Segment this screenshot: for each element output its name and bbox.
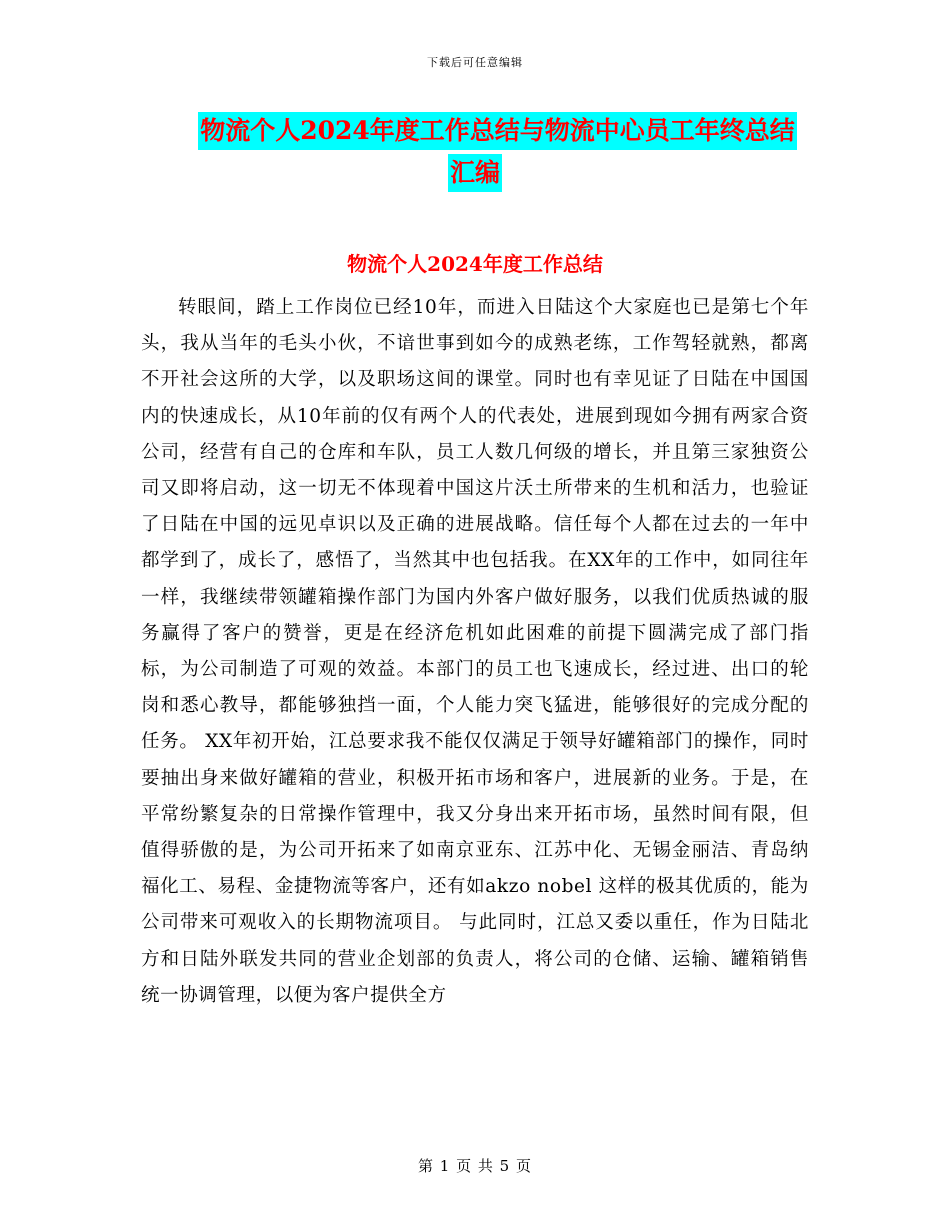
document-title xyxy=(0,112,950,192)
header-note: 下载后可任意编辑 xyxy=(427,56,523,69)
title-line-2: 汇编 xyxy=(448,154,502,192)
page-footer: 第 1 页 共 5 页 xyxy=(418,1157,532,1175)
body-paragraph: 转眼间，踏上工作岗位已经10年，而进入日陆这个大家庭也已是第七个年头，我从当年的毛头小伙，不谙世事到如今的成熟老练，工作驾轻就熟，都离不开社会这所的大学，以及职场这间的课堂。同时也有幸见证了日陆在中国国内的快速成长，从10年前的仅有两个人的代表处，进展到现如今拥有两家合资公司，经营有自己的仓库和车队，员工人数几何级的增长，并且第三家独资公司又即将启动，这一切无不体现着中国这片沃土所带来的生机和活力，也验证了日陆在中国的远见卓识以及正确的进展战略。信任每个人都在过去的一年中都学到了，成长了，感悟了，当然其中也包括我。在XX年的工作中，如同往年一样，我继续带领罐箱操作部门为国内外客户做好服务，以我们优质热诚的服务赢得了客户的赞誉，更是在经济危机如此困难的前提下圆满完成了部门指标，为公司制造了可观的效益。本部门的员工也飞速成长，经过进、出口的轮岗和悉心教导，都能够独挡一面，个人能力突飞猛进，能够很好的完成分配的任务。 XX年初开始，江总要求我不能仅仅满足于领导好罐箱部门的操作，同时要抽出身来做好罐箱的营业，积极开拓市场和客户，进展新的业务。于是，在平常纷繁复杂的日常操作管理中，我又分身出来开拓市场，虽然时间有限，但值得骄傲的是，为公司开拓来了如南京亚东、江苏中化、无锡金丽洁、青岛纳福化工、易程、金捷物流等客户，还有如akzo nobel 这样的极其优质的，能为公司带来可观收入的长期物流项目。 与此同时，江总又委以重任，作为日陆北方和日陆外联发共同的营业企划部的负责人，将公司的仓储、运输、罐箱销售统一协调管理，以便为客户提供全方 xyxy=(141,297,809,1006)
section-subtitle: 物流个人2024年度工作总结 xyxy=(347,252,603,276)
title-line-1: 物流个人2024年度工作总结与物流中心员工年终总结 xyxy=(198,112,797,150)
